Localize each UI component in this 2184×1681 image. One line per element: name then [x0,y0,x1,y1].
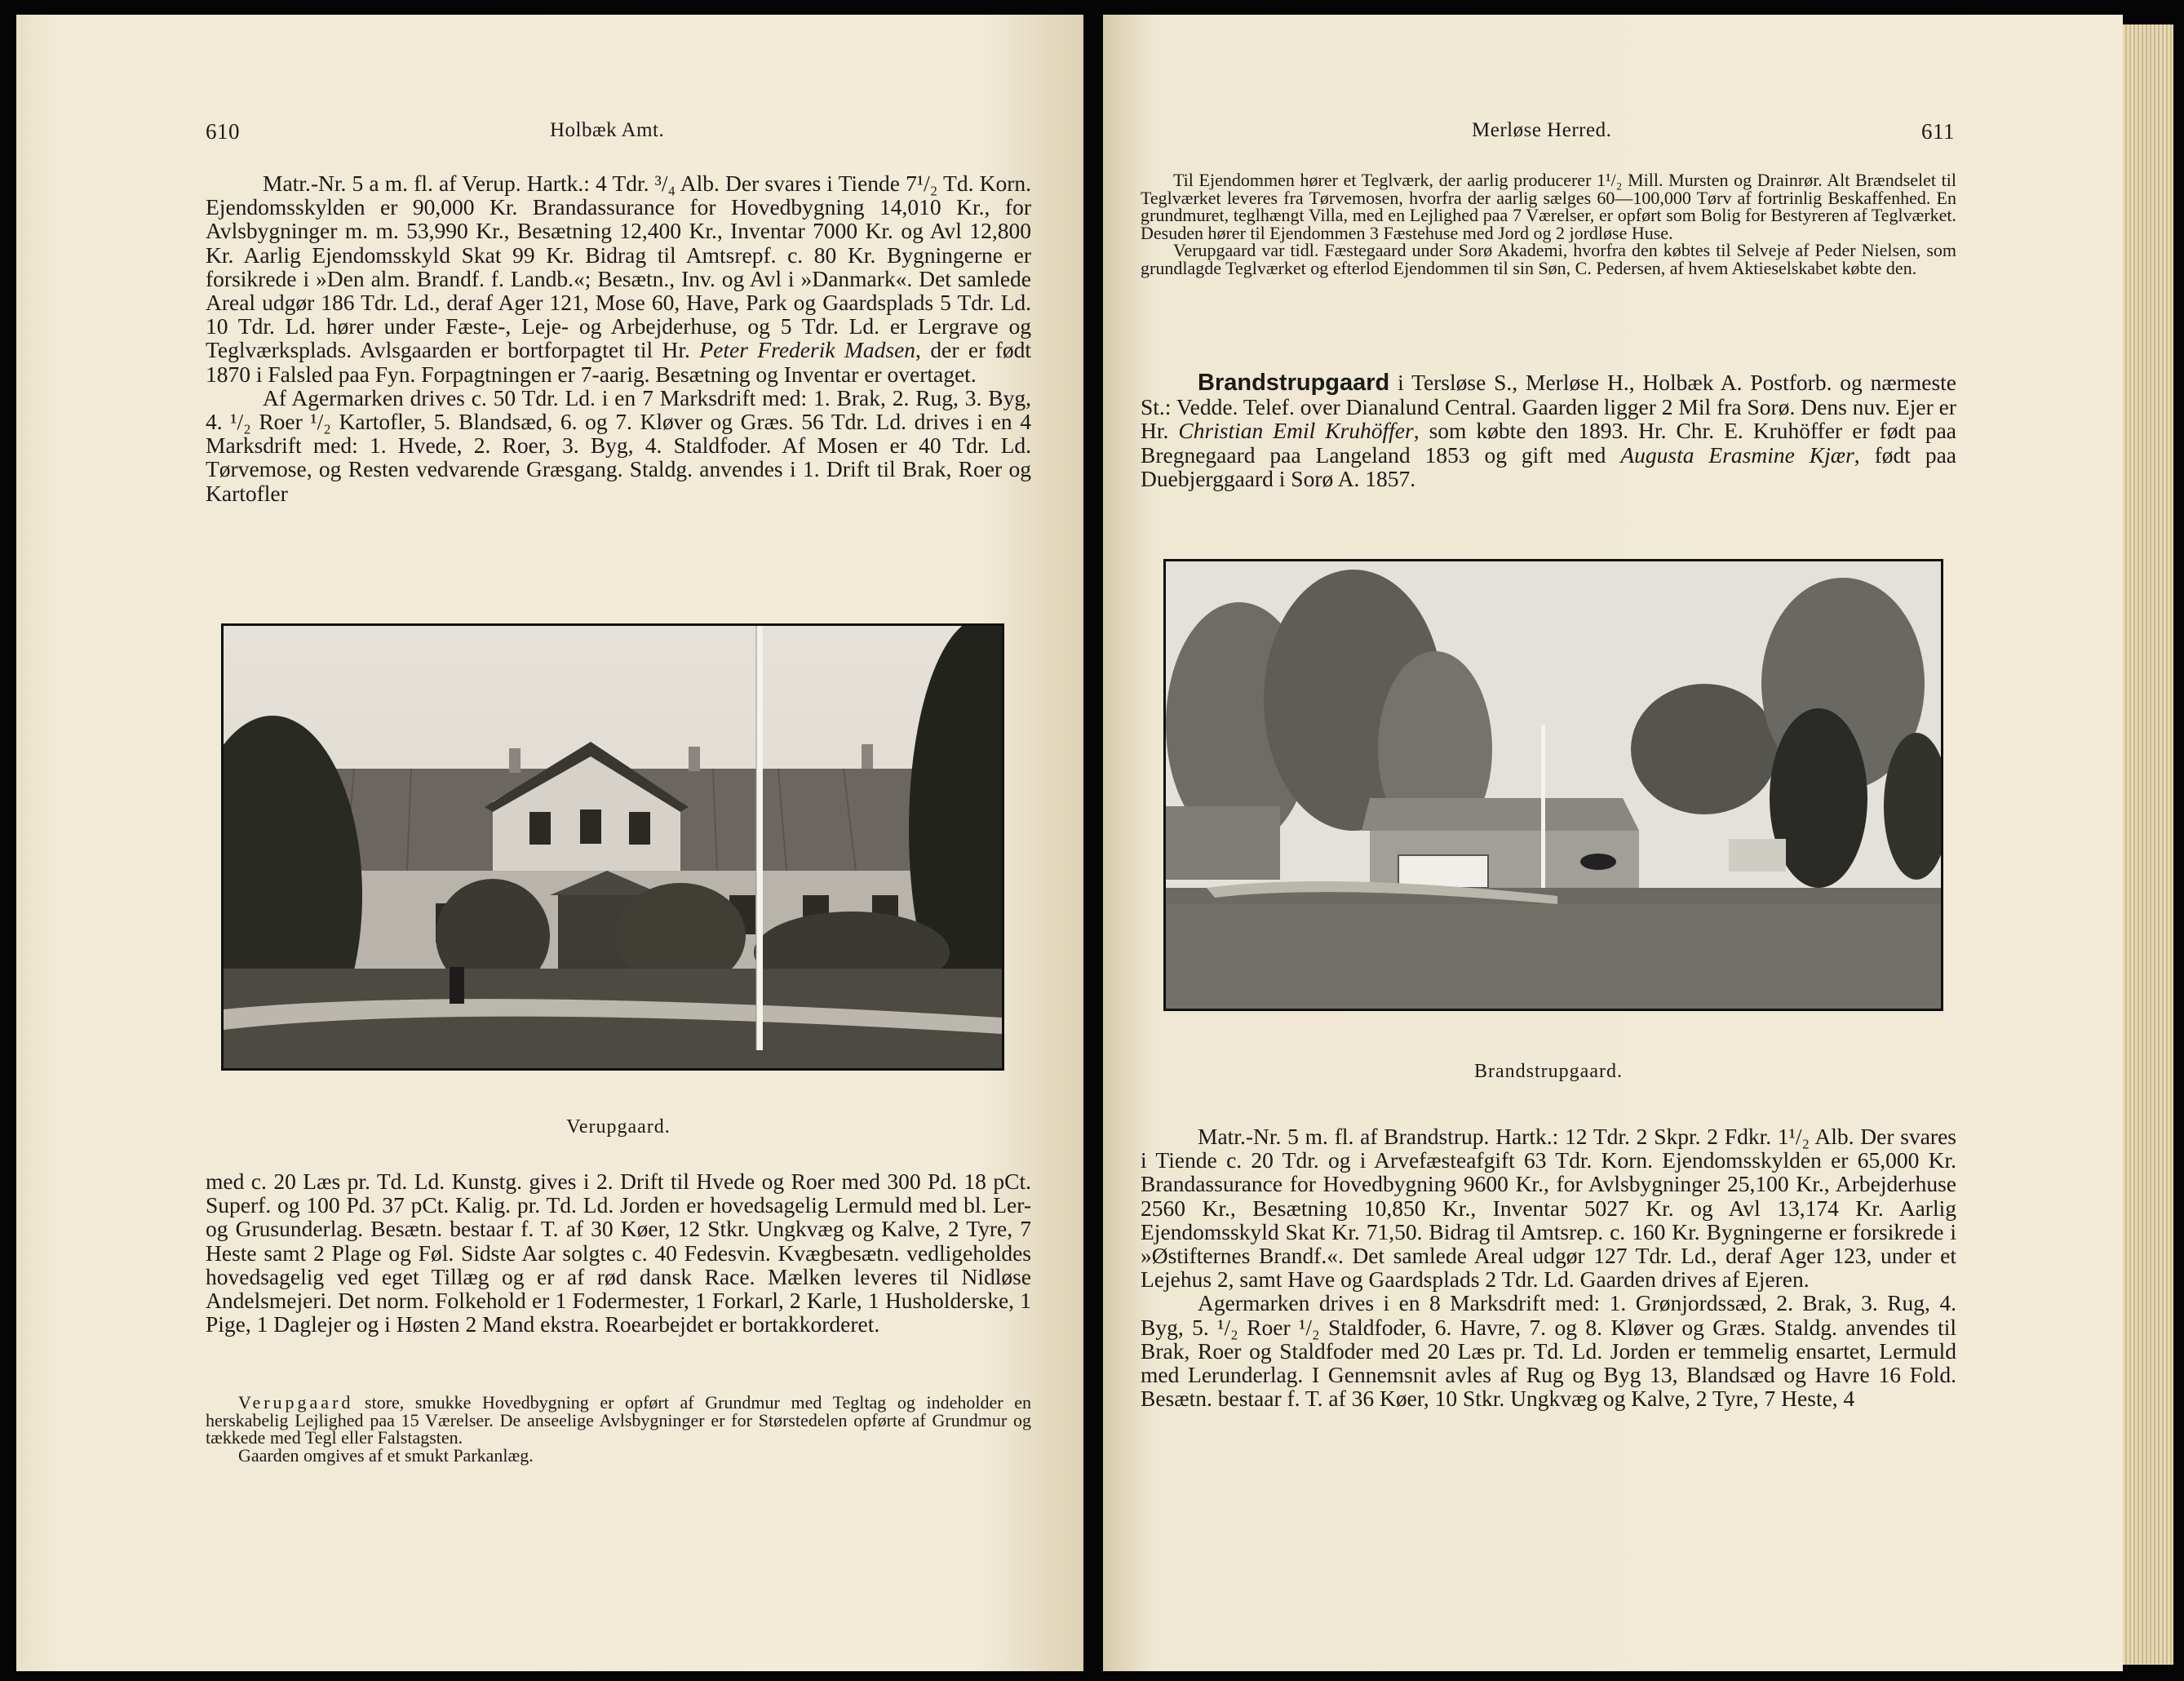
verupgaard-illustration [224,626,1002,1068]
intro-part-2: , som købte den 1893. Hr. Chr. E. Kruhöffer er født paa Bregnegaard paa Langeland 1853 og gift med [1141,418,1957,468]
left-page [16,15,1083,1671]
farm-heading: Brandstrupgaard [1198,370,1390,396]
right-page [1103,15,2123,1671]
paragraph-matr-brandstrup: Matr.-Nr. 5 m. fl. af Brandstrup. Hartk.: 12 Tdr. 2 Skpr. 2 Fdkr. 1¹/₂ Alb. Der svares i Tiende c. 20 Tdr. og i Arvefæsteafgift 63 Tdr. Korn. Ejendomsskylden er 65,000 Kr. Brandassurance for Hovedbygning 9600 Kr., for Avlsbygninger 25,100 Kr., Arbejderhuse 2560 Kr., Besætning 10,850 Kr., Inventar 5027 Kr. og Avl 13,174 Kr. Aarlig Ejendomsskyld Skat Kr. 71,50. Bidrag til Amtsrep. c. 160 Kr. Bygningerne er forsikrede i »Østifternes Brandf.«. Det samlede Areal udgør 127 Tdr. Ld., deraf Ager 123, under et Lejehus 2, samt Have og Gaardsplads 2 Tdr. Ld. Gaarden drives af Ejeren. [1141,1124,1956,1293]
photo-brandstrupgaard [1163,559,1943,1011]
book-page-edges [2123,24,2173,1665]
small-paragraph-teglvaerk: Til Ejendommen hører et Teglværk, der aarlig producerer 1¹/₂ Mill. Mursten og Drainrør. Alt Brændselet til Teglværket leveres fra Tørvemosen, hvorfra der aarlig sælges 60—100,000 Tørv af fortrinlig Beskaffenhed. En grundmuret, teglhængt Villa, med en Lejlighed paa 7 Værelser, er opført som Bolig for Bestyreren af Teglværket. Desuden hører til Ejendommen 3 Fæstehuse med Jord og 2 jordløse Huse. [1141,170,1956,243]
running-head-right: Merløse Herred. [1472,119,1612,141]
body-text-top [206,171,1031,505]
photo-caption-verupgaard: Verupgaard. [566,1116,671,1138]
paragraph-agermarken-brandstrup: Agermarken drives i en 8 Marksdrift med: 1. Grønjordssæd, 2. Brak, 3. Rug, 4. Byg, 5. ¹/₂ Roer ¹/₂ Staldfoder, 6. Havre, 7. og 8. Kløver og Græs. Staldg. anvendes til Brak, Roer og Staldfoder med 20 Læs pr. Td. Ld. Jorden er temmelig ensartet, Lermuld med Lerunderlag. I Gennemsnit avles af Rug og Byg 13, Blandsæd og Havre 16 Fold. Besætn. bestaar f. T. af 36 Køer, 10 Stkr. Ungkvæg og Kalve, 2 Tyre, 7 Heste, 4 [1141,1290,1956,1412]
running-head-left: Holbæk Amt. [550,119,665,141]
small-paragraph-park: Gaarden omgives af et smukt Parkanlæg. [238,1444,534,1466]
small-text-left [206,1394,1031,1464]
page-number-left: 610 [206,119,240,144]
owner-name: Christian Emil Kruhöffer [1178,418,1414,444]
photo-caption-brandstrupgaard: Brandstrupgaard. [1474,1061,1623,1082]
photo-verupgaard [221,623,1004,1071]
wife-name: Augusta Erasmine Kjær [1620,441,1854,468]
intro-part-3: , født paa Duebjerggaard i Sorø A. 1857. [1141,441,1957,491]
intro-text [1141,370,1956,490]
page-number-right: 611 [1921,119,1955,144]
spaced-name: Verupgaard [238,1392,354,1413]
small-paragraph-verupgaard [206,1394,1031,1447]
small-text-1: store, smukke Hovedbygning er opført af Grundmur med Tegltag og indeholder en herskabelig Lejlighed paa 15 Værelser. De anseelige Avlsbygninger er for Størstedelen opførte af Grundmur og tækkede med Tegl eller Falstagsten. [206,1392,1031,1448]
lessee-name: Peter Frederik Madsen [699,337,916,363]
body-text-right [1141,1124,1956,1410]
paragraph-matr [206,171,1031,386]
small-text-right [1141,171,1956,277]
intro-part-1: i Tersløse S., Merløse H., Holbæk A. Postforb. og nærmeste St.: Vedde. Telef. over Dianalund Central. Gaarden ligger 2 Mil fra Sorø. Dens nuv. Ejer er Hr. [1141,370,1956,444]
paragraph-bottom: med c. 20 Læs pr. Td. Ld. Kunstg. gives i 2. Drift til Hvede og Roer med 300 Pd. 18 pCt. Superf. og 100 Pd. 37 pCt. Kalig. pr. Td. Ld. Jorden er hovedsagelig Lermuld med bl. Ler- og Grusunderlag. Besætn. bestaar f. T. af 30 Køer, 12 Stkr. Ungkvæg og Kalve, 2 Tyre, 7 Heste samt 2 Plage og Føl. Sidste Aar solgtes c. 40 Fedesvin. Kvægbesætn. vedligeholdes hovedsagelig ved eget Tillæg og er af rød dansk Race. Mælken leveres til Nidløse Andelsmejeri. Det norm. Folkehold er 1 Fodermester, 1 Forkarl, 2 Karle, 1 Husholderske, 1 Pige, 1 Daglejer og i Høsten 2 Mand ekstra. Roearbejdet er bortakkorderet. [206,1169,1031,1337]
body-text-bottom [206,1169,1031,1336]
small-paragraph-history: Verupgaard var tidl. Fæstegaard under Sorø Akademi, hvorfra den købtes til Selveje af Peder Nielsen, som grundlagde Teglværket og efterlod Ejendommen til sin Søn, C. Pedersen, af hvem Aktieselskabet købte den. [1141,240,1956,278]
paragraph-matr-text: Matr.-Nr. 5 a m. fl. af Verup. Hartk.: 4 Tdr. ³/₄ Alb. Der svares i Tiende 7¹/₂ Td. Korn. Ejendomsskylden er 90,000 Kr. Brandassurance for Hovedbygning 14,010 Kr., for Avlsbygninger m. m. 53,990 Kr., Besætning 12,400 Kr., Inventar 7000 Kr. og Avl 12,800 Kr. Aarlig Ejendomsskyld Skat 99 Kr. Bidrag til Amtsrepf. c. 80 Kr. Bygningerne er forsikrede i »Den alm. Brandf. f. Landb.«; Besætn., Inv. og Avl i »Danmark«. Det samlede Areal udgør 186 Tdr. Ld., deraf Ager 121, Mose 60, Have, Park og Gaardsplads 5 Tdr. Ld. 10 Tdr. Ld. hører under Fæste-, Leje- og Arbejderhuse, og 5 Tdr. Ld. er Lergrave og Teglværksplads. Avlsgaarden er bortforpagtet til Hr. [206,171,1031,363]
lessee-rest: , der er født 1870 i Falsled paa Fyn. Forpagtningen er 7-aarig. Besætning og Inventar er overtaget. [206,337,1032,387]
paragraph-intro [1141,370,1956,490]
paragraph-agermarken: Af Agermarken drives c. 50 Tdr. Ld. i en 7 Marksdrift med: 1. Brak, 2. Rug, 3. Byg, 4. ¹/₂ Roer ¹/₂ Kartofler, 5. Blandsæd, 6. og 7. Kløver og Græs. 56 Tdr. Ld. drives i en 4 Marksdrift med: 1. Hvede, 2. Roer, 3. Byg, 4. Staldfoder. Af Mosen er 40 Tdr. Ld. Tørvemose, og Resten vedvarende Græsgang. Staldg. anvendes i 1. Drift til Brak, Roer og Kartofler [206,384,1031,506]
brandstrupgaard-illustration [1166,561,1941,1009]
